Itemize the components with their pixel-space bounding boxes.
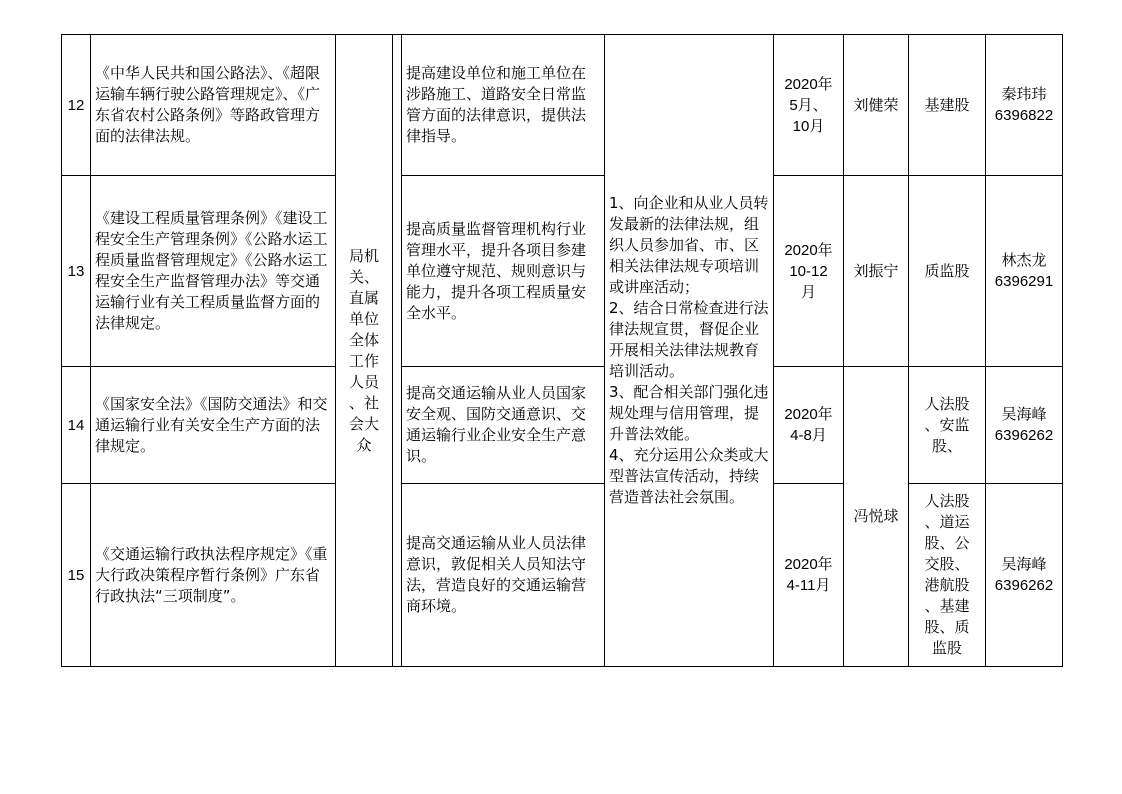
table-row (62, 367, 1063, 484)
law-education-plan-table (61, 34, 1063, 667)
audience-cell: 局机 关、 直属 单位 全体 工作 人员 、社 会大 众 (336, 35, 393, 667)
time-cell: 2020年 4-8月 (774, 367, 844, 484)
measure-item: 3、配合相关部门强化违规处理与信用管理，提升普法效能。 (609, 383, 769, 443)
law-content-cell: 《建设工程质量管理条例》《建设工程安全生产管理条例》《公路水运工程质量监督管理规定》《公路水运工程安全生产监督管理办法》等交通运输行业有关工程质量监督方面的法律规定。 (91, 176, 336, 367)
measure-item: 2、结合日常检查进行法律法规宣贯，督促企业开展相关法律法规教育培训活动。 (609, 299, 769, 380)
table-row (62, 176, 1063, 367)
department-cell: 基建股 (909, 35, 986, 176)
department-cell: 人法股 、道运 股、公 交股、 港航股 、基建 股、质 监股 (909, 484, 986, 667)
goal-cell: 提高交通运输从业人员法律意识，敦促相关人员知法守法，营造良好的交通运输营商环境。 (402, 484, 605, 667)
responsible-person-cell: 刘健荣 (844, 35, 909, 176)
goal-cell: 提高质量监督管理机构行业管理水平，提升各项目参建单位遵守规范、规则意识与能力，提升各项工程质量安全水平。 (402, 176, 605, 367)
time-cell: 2020年 5月、 10月 (774, 35, 844, 176)
goal-cell: 提高建设单位和施工单位在涉路施工、道路安全日常监管方面的法律意识，提供法律指导。 (402, 35, 605, 176)
row-number: 15 (62, 484, 91, 667)
contact-cell: 吴海峰 6396262 (986, 484, 1063, 667)
row-number: 12 (62, 35, 91, 176)
contact-cell: 秦玮玮 6396822 (986, 35, 1063, 176)
row-number: 14 (62, 367, 91, 484)
time-cell: 2020年 4-11月 (774, 484, 844, 667)
contact-cell: 吴海峰 6396262 (986, 367, 1063, 484)
law-content-cell: 《交通运输行政执法程序规定》《重大行政决策程序暂行条例》广东省行政执法“三项制度”。 (91, 484, 336, 667)
law-content-cell: 《国家安全法》《国防交通法》和交通运输行业有关安全生产方面的法律规定。 (91, 367, 336, 484)
law-content-cell: 《中华人民共和国公路法》、《超限运输车辆行驶公路管理规定》、《广东省农村公路条例》等路政管理方面的法律法规。 (91, 35, 336, 176)
department-cell: 质监股 (909, 176, 986, 367)
time-cell: 2020年 10-12 月 (774, 176, 844, 367)
measure-item: 4、充分运用公众类或大型普法宣传活动，持续营造普法社会氛围。 (609, 446, 769, 506)
row-number: 13 (62, 176, 91, 367)
goal-cell: 提高交通运输从业人员国家安全观、国防交通意识、交通运输行业企业安全生产意识。 (402, 367, 605, 484)
contact-cell: 林杰龙 6396291 (986, 176, 1063, 367)
table-row (62, 484, 1063, 667)
responsible-person-cell: 刘振宁 (844, 176, 909, 367)
table-row (62, 35, 1063, 176)
measure-item: 1、向企业和从业人员转发最新的法律法规，组织人员参加省、市、区相关法律法规专项培训或讲座活动； (609, 194, 769, 296)
measures-cell (605, 35, 774, 667)
department-cell: 人法股 、安监 股、 (909, 367, 986, 484)
responsible-person-cell: 冯悦球 (844, 367, 909, 667)
column-gap (393, 35, 402, 667)
